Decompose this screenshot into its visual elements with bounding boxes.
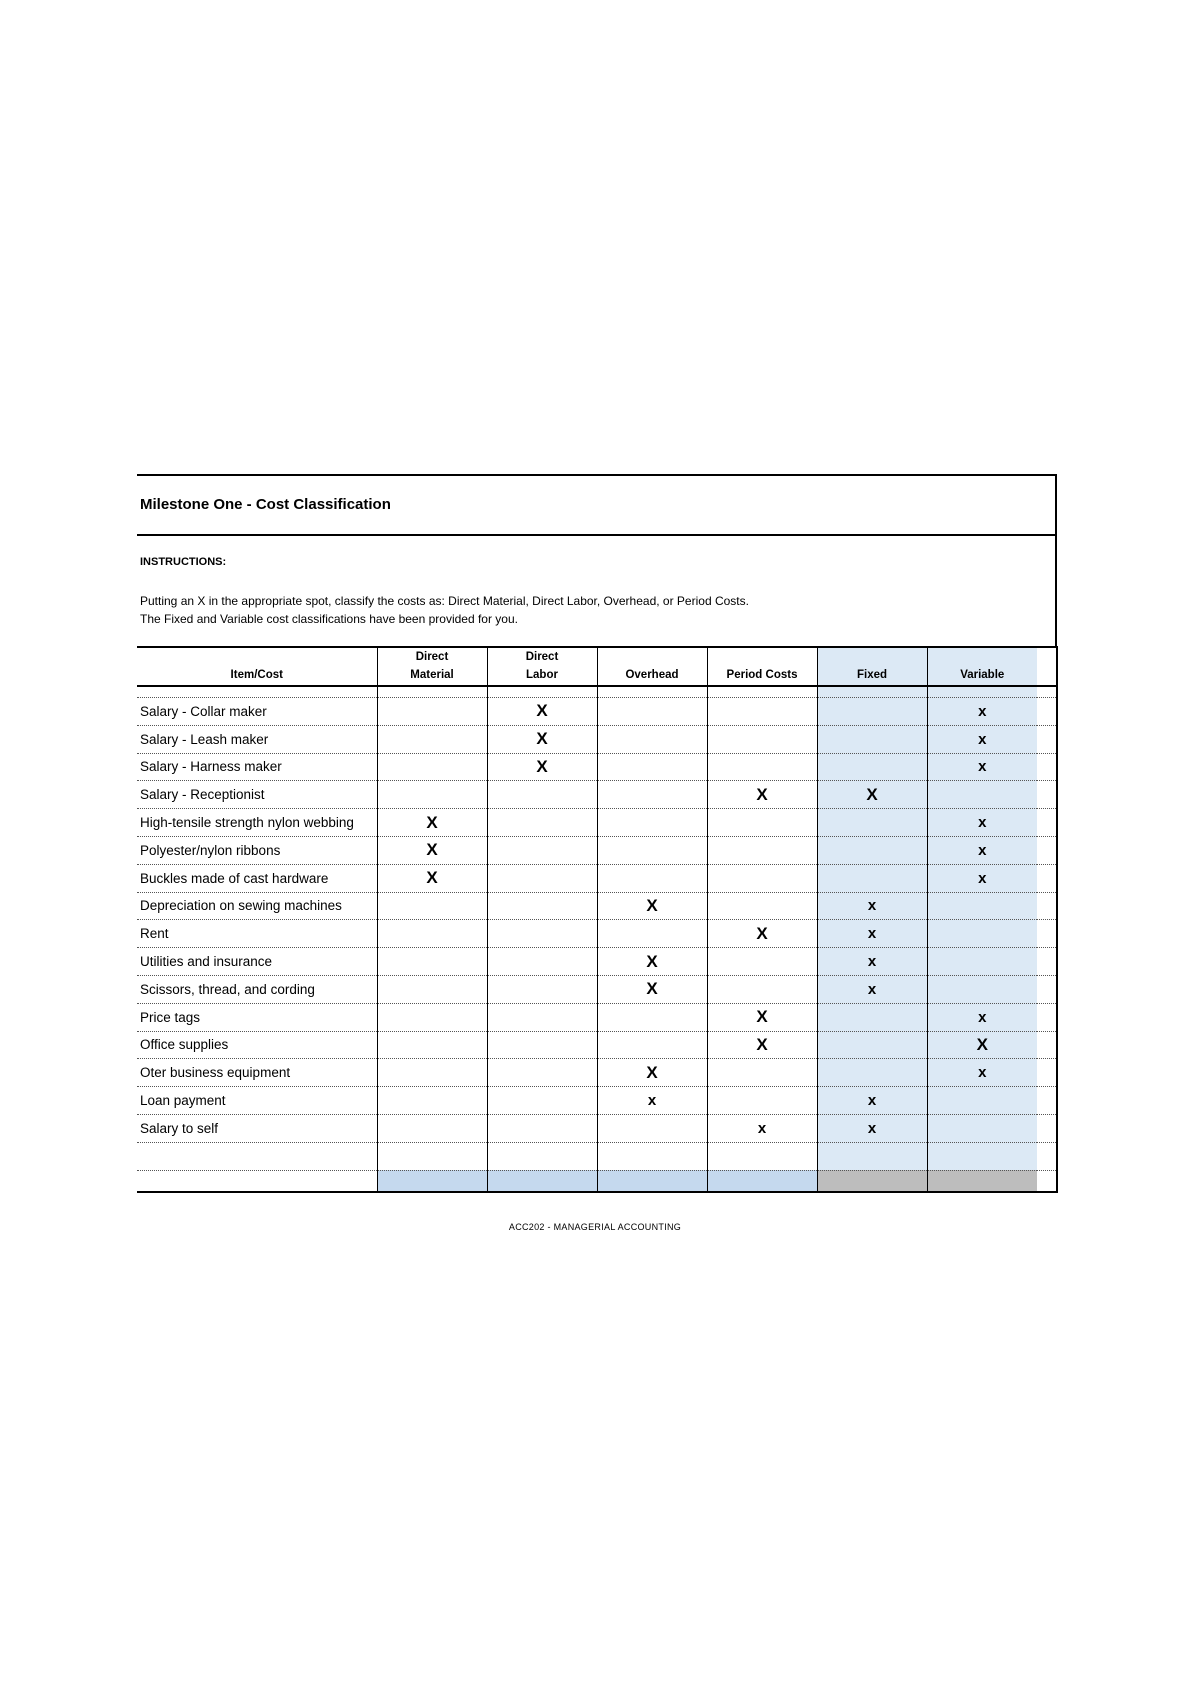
blank-cell <box>927 1142 1037 1170</box>
table-row <box>137 1114 1057 1142</box>
mark-cell-direct-material <box>377 809 487 837</box>
mark-cell-fixed <box>817 1087 927 1115</box>
total-cell <box>707 1170 817 1192</box>
column-header-period-costs <box>707 647 817 686</box>
mark-cell-overhead <box>597 698 707 726</box>
mark-cell-direct-material <box>377 1114 487 1142</box>
classification-mark: x <box>978 1064 987 1082</box>
blank-cell <box>137 1142 377 1170</box>
mark-cell-overhead <box>597 836 707 864</box>
mark-cell-variable <box>927 1114 1037 1142</box>
blank-cell <box>707 1142 817 1170</box>
header-row <box>137 647 1057 686</box>
mark-cell-period-costs <box>707 1003 817 1031</box>
mark-cell-direct-material <box>377 781 487 809</box>
classification-mark: X <box>866 784 878 804</box>
classification-mark: X <box>426 840 438 860</box>
item-cost-cell: High-tensile strength nylon webbing <box>137 809 377 837</box>
item-cost-cell: Polyester/nylon ribbons <box>137 836 377 864</box>
table-row <box>137 892 1057 920</box>
table-row <box>137 920 1057 948</box>
item-cost-cell: Rent <box>137 920 377 948</box>
classification-mark: X <box>756 1007 768 1027</box>
total-row <box>137 1170 1057 1192</box>
mark-cell-fixed <box>817 809 927 837</box>
classification-mark: X <box>536 756 548 776</box>
item-cost-cell: Utilities and insurance <box>137 948 377 976</box>
mark-cell-direct-labor <box>487 892 597 920</box>
mark-cell-variable <box>927 948 1037 976</box>
mark-cell-period-costs <box>707 948 817 976</box>
mark-cell-variable <box>927 836 1037 864</box>
mark-cell-direct-labor <box>487 1114 597 1142</box>
classification-mark: x <box>978 758 987 776</box>
mark-cell-period-costs <box>707 781 817 809</box>
mark-cell-fixed <box>817 836 927 864</box>
mark-cell-direct-labor <box>487 781 597 809</box>
mark-cell-period-costs <box>707 753 817 781</box>
row-edge <box>1037 1114 1057 1142</box>
item-cost-cell: Salary to self <box>137 1114 377 1142</box>
mark-cell-direct-material <box>377 920 487 948</box>
classification-mark: x <box>978 869 987 887</box>
mark-cell-variable <box>927 1087 1037 1115</box>
spacer-row <box>137 686 1057 698</box>
row-edge <box>1037 781 1057 809</box>
mark-cell-fixed <box>817 1059 927 1087</box>
mark-cell-fixed <box>817 892 927 920</box>
blank-cell <box>487 1142 597 1170</box>
mark-cell-direct-labor <box>487 920 597 948</box>
item-cost-cell: Salary - Collar maker <box>137 698 377 726</box>
mark-cell-period-costs <box>707 892 817 920</box>
mark-cell-variable <box>927 864 1037 892</box>
table-row <box>137 698 1057 726</box>
mark-cell-period-costs <box>707 1087 817 1115</box>
classification-mark: x <box>867 1119 877 1137</box>
mark-cell-direct-labor <box>487 1059 597 1087</box>
item-cost-cell: Oter business equipment <box>137 1059 377 1087</box>
row-edge <box>1037 836 1057 864</box>
column-header-variable <box>927 647 1037 686</box>
mark-cell-direct-material <box>377 1003 487 1031</box>
column-header-line2: Material <box>410 669 454 681</box>
table-row <box>137 753 1057 781</box>
row-edge <box>1037 1031 1057 1059</box>
mark-cell-variable <box>927 1059 1037 1087</box>
row-edge <box>1037 753 1057 781</box>
spacer-cell <box>1037 686 1057 698</box>
mark-cell-fixed <box>817 753 927 781</box>
title-box <box>137 474 1057 536</box>
mark-cell-overhead <box>597 725 707 753</box>
mark-cell-overhead <box>597 1114 707 1142</box>
row-edge <box>1037 725 1057 753</box>
mark-cell-overhead <box>597 809 707 837</box>
column-header-line1: Direct <box>525 651 559 663</box>
mark-cell-direct-labor <box>487 698 597 726</box>
mark-cell-overhead <box>597 1003 707 1031</box>
classification-mark: X <box>646 895 658 915</box>
row-edge <box>1037 864 1057 892</box>
column-header-line1 <box>598 648 707 666</box>
mark-cell-direct-material <box>377 864 487 892</box>
item-cost-cell: Salary - Leash maker <box>137 725 377 753</box>
row-edge <box>1037 920 1057 948</box>
classification-table <box>137 646 1058 1193</box>
mark-cell-overhead <box>597 1059 707 1087</box>
spacer-cell <box>927 686 1037 698</box>
mark-cell-overhead <box>597 781 707 809</box>
blank-row <box>137 1142 1057 1170</box>
classification-mark: X <box>646 1062 658 1082</box>
column-header-direct-labor <box>487 647 597 686</box>
mark-cell-direct-material <box>377 892 487 920</box>
mark-cell-period-costs <box>707 725 817 753</box>
mark-cell-period-costs <box>707 864 817 892</box>
mark-cell-fixed <box>817 781 927 809</box>
table-row <box>137 836 1057 864</box>
mark-cell-direct-labor <box>487 725 597 753</box>
classification-mark: X <box>646 951 658 971</box>
mark-cell-direct-labor <box>487 809 597 837</box>
mark-cell-direct-labor <box>487 753 597 781</box>
table-row <box>137 781 1057 809</box>
classification-mark: X <box>756 1034 768 1054</box>
mark-cell-fixed <box>817 725 927 753</box>
mark-cell-period-costs <box>707 975 817 1003</box>
row-edge <box>1037 1059 1057 1087</box>
spacer-cell <box>597 686 707 698</box>
column-header-fixed <box>817 647 927 686</box>
classification-mark: X <box>536 729 548 749</box>
mark-cell-period-costs <box>707 1031 817 1059</box>
mark-cell-period-costs <box>707 809 817 837</box>
classification-mark: x <box>978 841 987 859</box>
classification-mark: x <box>647 1092 657 1110</box>
table-row <box>137 725 1057 753</box>
column-header-overhead <box>597 647 707 686</box>
row-edge <box>1037 698 1057 726</box>
mark-cell-direct-labor <box>487 1031 597 1059</box>
table-row <box>137 1087 1057 1115</box>
header-edge <box>1037 647 1057 686</box>
mark-cell-fixed <box>817 975 927 1003</box>
mark-cell-fixed <box>817 1114 927 1142</box>
mark-cell-period-costs <box>707 1059 817 1087</box>
row-edge <box>1037 948 1057 976</box>
item-cost-cell: Buckles made of cast hardware <box>137 864 377 892</box>
mark-cell-overhead <box>597 892 707 920</box>
instructions-label: INSTRUCTIONS: <box>140 556 227 568</box>
item-cost-cell: Loan payment <box>137 1087 377 1115</box>
mark-cell-direct-material <box>377 753 487 781</box>
column-header-line2: Period Costs <box>726 669 798 681</box>
column-header-line2: Variable <box>960 669 1005 681</box>
mark-cell-direct-labor <box>487 1087 597 1115</box>
total-cell <box>487 1170 597 1192</box>
mark-cell-direct-material <box>377 1059 487 1087</box>
classification-mark: x <box>867 953 877 971</box>
mark-cell-fixed <box>817 948 927 976</box>
column-header-line1: Direct <box>415 651 449 663</box>
mark-cell-fixed <box>817 1003 927 1031</box>
mark-cell-direct-labor <box>487 948 597 976</box>
cost-classification-sheet <box>137 474 1057 1193</box>
classification-mark: x <box>757 1119 767 1137</box>
total-cell <box>817 1170 927 1192</box>
item-cost-cell: Salary - Receptionist <box>137 781 377 809</box>
column-header-line2: Item/Cost <box>230 669 283 681</box>
classification-mark: X <box>976 1034 988 1054</box>
mark-cell-variable <box>927 781 1037 809</box>
instructions-box <box>137 536 1057 646</box>
mark-cell-fixed <box>817 1031 927 1059</box>
column-header-line2: Fixed <box>856 669 888 681</box>
classification-mark: x <box>867 1092 877 1110</box>
table-body <box>137 686 1057 1192</box>
mark-cell-variable <box>927 1031 1037 1059</box>
table-row <box>137 809 1057 837</box>
mark-cell-variable <box>927 1003 1037 1031</box>
classification-mark: x <box>867 925 877 943</box>
row-edge <box>1037 975 1057 1003</box>
mark-cell-direct-material <box>377 948 487 976</box>
classification-mark: X <box>426 812 438 832</box>
page-footer: ACC202 - MANAGERIAL ACCOUNTING <box>508 1222 682 1232</box>
table-row <box>137 1031 1057 1059</box>
table-row <box>137 1003 1057 1031</box>
spacer-cell <box>487 686 597 698</box>
column-header-line1 <box>928 648 1038 666</box>
mark-cell-overhead <box>597 948 707 976</box>
item-cost-cell: Price tags <box>137 1003 377 1031</box>
blank-cell <box>377 1142 487 1170</box>
instructions-line-2: The Fixed and Variable cost classifications have been provided for you. <box>140 612 518 626</box>
item-cost-cell: Office supplies <box>137 1031 377 1059</box>
spacer-cell <box>817 686 927 698</box>
mark-cell-direct-material <box>377 725 487 753</box>
mark-cell-direct-labor <box>487 864 597 892</box>
mark-cell-direct-material <box>377 836 487 864</box>
mark-cell-overhead <box>597 1031 707 1059</box>
mark-cell-period-costs <box>707 836 817 864</box>
mark-cell-fixed <box>817 920 927 948</box>
mark-cell-variable <box>927 920 1037 948</box>
spacer-cell <box>137 686 377 698</box>
mark-cell-period-costs <box>707 1114 817 1142</box>
item-cost-cell: Salary - Harness maker <box>137 753 377 781</box>
table-row <box>137 948 1057 976</box>
mark-cell-direct-labor <box>487 836 597 864</box>
mark-cell-direct-material <box>377 1087 487 1115</box>
column-header-direct-material <box>377 647 487 686</box>
mark-cell-direct-material <box>377 1031 487 1059</box>
blank-cell <box>1037 1142 1057 1170</box>
classification-mark: x <box>867 897 877 915</box>
mark-cell-overhead <box>597 975 707 1003</box>
total-cell <box>377 1170 487 1192</box>
column-header-line2: Overhead <box>625 669 679 681</box>
row-edge <box>1037 1087 1057 1115</box>
mark-cell-period-costs <box>707 698 817 726</box>
column-header-line2: Labor <box>526 669 558 681</box>
table-row <box>137 975 1057 1003</box>
table-row <box>137 864 1057 892</box>
table-row <box>137 1059 1057 1087</box>
row-edge <box>1037 892 1057 920</box>
spacer-cell <box>377 686 487 698</box>
page-title: Milestone One - Cost Classification <box>140 496 391 513</box>
mark-cell-variable <box>927 753 1037 781</box>
mark-cell-direct-labor <box>487 1003 597 1031</box>
mark-cell-variable <box>927 892 1037 920</box>
classification-mark: x <box>978 814 987 832</box>
classification-mark: X <box>536 701 548 721</box>
mark-cell-direct-labor <box>487 975 597 1003</box>
spacer-cell <box>707 686 817 698</box>
classification-mark: X <box>646 979 658 999</box>
mark-cell-variable <box>927 809 1037 837</box>
classification-mark: X <box>756 784 768 804</box>
mark-cell-overhead <box>597 753 707 781</box>
instructions-line-1: Putting an X in the appropriate spot, classify the costs as: Direct Material, Direct Labor, Overhead, or Period Costs. <box>140 594 749 608</box>
mark-cell-fixed <box>817 864 927 892</box>
blank-cell <box>597 1142 707 1170</box>
item-cost-cell: Depreciation on sewing machines <box>137 892 377 920</box>
mark-cell-direct-material <box>377 698 487 726</box>
total-cell <box>1037 1170 1057 1192</box>
classification-mark: x <box>978 1008 987 1026</box>
mark-cell-variable <box>927 975 1037 1003</box>
total-cell <box>137 1170 377 1192</box>
mark-cell-variable <box>927 698 1037 726</box>
classification-mark: x <box>978 702 987 720</box>
mark-cell-overhead <box>597 1087 707 1115</box>
mark-cell-period-costs <box>707 920 817 948</box>
mark-cell-overhead <box>597 864 707 892</box>
total-cell <box>927 1170 1037 1192</box>
column-header-line1 <box>818 648 927 666</box>
column-header-line1 <box>708 648 817 666</box>
classification-mark: x <box>978 730 987 748</box>
mark-cell-variable <box>927 725 1037 753</box>
column-header-line1 <box>137 648 377 666</box>
classification-mark: X <box>426 868 438 888</box>
mark-cell-overhead <box>597 920 707 948</box>
total-cell <box>597 1170 707 1192</box>
row-edge <box>1037 1003 1057 1031</box>
classification-mark: x <box>867 980 877 998</box>
mark-cell-direct-material <box>377 975 487 1003</box>
column-header-item <box>137 647 377 686</box>
mark-cell-fixed <box>817 698 927 726</box>
classification-mark: X <box>756 923 768 943</box>
item-cost-cell: Scissors, thread, and cording <box>137 975 377 1003</box>
row-edge <box>1037 809 1057 837</box>
blank-cell <box>817 1142 927 1170</box>
